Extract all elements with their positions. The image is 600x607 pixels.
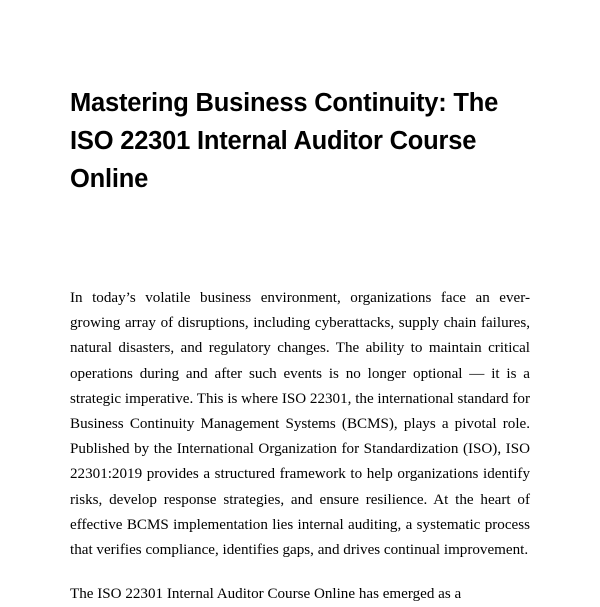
body-paragraph-1: In today’s volatile business environment, organizations face an ever-growing array of disruptions, including cyberattacks, supply chain failures, natural disasters, and regulatory changes. The ability to maintain critical operations during and after such events is no longer optional — it is a strategic imperative. This is where ISO 22301, the international standard for Business Continuity Management Systems (BCMS), plays a pivotal role. Published by the International Organization for Standardization (ISO), ISO 22301:2019 provides a structured framework to help organizations identify risks, develop response strategies, and ensure resilience. At the heart of effective BCMS implementation lies internal auditing, a systematic process that verifies compliance, identifies gaps, and drives continual improvement. — [70, 290, 530, 559]
document-content — [70, 0, 530, 607]
document-body — [70, 286, 530, 607]
page-title: Mastering Business Continuity: The ISO 22301 Internal Auditor Course Online — [70, 89, 499, 193]
body-paragraph-2: The ISO 22301 Internal Auditor Course Online has emerged as a — [70, 586, 462, 603]
